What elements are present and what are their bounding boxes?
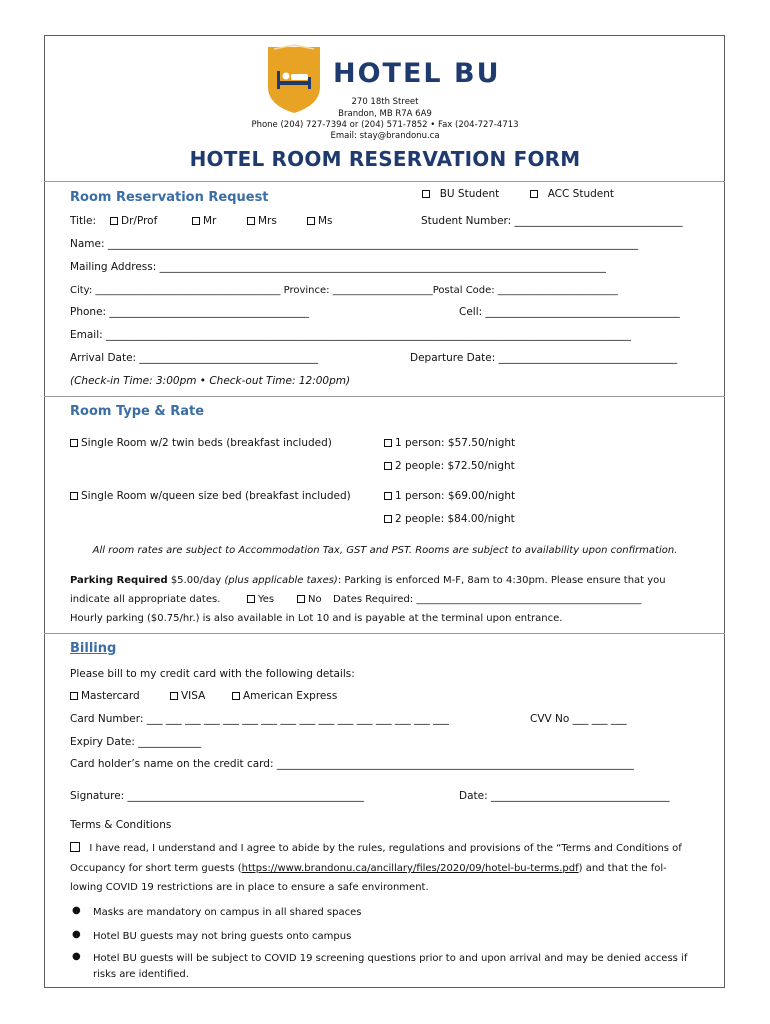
acc-student-label: ACC Student	[547, 188, 615, 200]
terms-link[interactable]: https://www.brandonu.ca/ancillary/files/2020/09/hotel-bu-terms.pdf	[241, 863, 579, 874]
checkbox-icon	[192, 217, 200, 225]
phone-line: Phone (204) 727-7394 or (204) 571-7852 • Fax (204-727-4713	[251, 120, 519, 130]
checkbox-icon	[384, 515, 392, 523]
terms-line-2-start: Occupancy for short term guests (	[70, 863, 242, 874]
checkbox-icon	[384, 492, 392, 500]
parking-line-2: indicate all appropriate dates.	[70, 594, 221, 605]
student-number-field[interactable]: Student Number: ________________________________	[421, 215, 683, 227]
section-billing-title: Billing	[70, 641, 117, 656]
rate-label: 1 person: $69.00/night	[395, 490, 516, 502]
checkbox-icon	[232, 692, 240, 700]
room-queen-2-people-checkbox[interactable]	[384, 513, 515, 526]
checkbox-icon	[110, 217, 118, 225]
name-field[interactable]: Name: _____________________________________________________________________________________________________	[70, 238, 639, 250]
card-number-field[interactable]: Card Number: ___ ___ ___ ___ ___ ___ ___ ___ ___ ___ ___ ___ ___ ___ ___ ___	[70, 713, 449, 725]
acc-student-checkbox[interactable]	[530, 188, 614, 201]
rate-label: 2 people: $72.50/night	[395, 460, 515, 472]
room-queen-checkbox[interactable]	[70, 490, 351, 503]
mastercard-checkbox[interactable]	[70, 690, 140, 703]
brand-name: HOTEL BU	[333, 58, 501, 89]
terms-line-2-end: ) and that the fol-	[578, 863, 667, 874]
section-reservation-title: Room Reservation Request	[70, 190, 269, 205]
bullet-no-guests: Hotel BU guests may not bring guests onto campus	[93, 931, 352, 942]
mailing-address-field[interactable]: Mailing Address: _____________________________________________________________________________________	[70, 261, 606, 273]
parking-no-checkbox[interactable]	[297, 593, 322, 606]
rate-label: 1 person: $57.50/night	[395, 437, 516, 449]
checkbox-icon	[307, 217, 315, 225]
title-option-label: Mr	[203, 215, 217, 227]
bu-student-label: BU Student	[439, 188, 500, 200]
bullet-icon: ●	[72, 951, 81, 962]
address-line-1: 270 18th Street	[351, 97, 419, 107]
bullet-masks: Masks are mandatory on campus in all shared spaces	[93, 907, 362, 918]
departure-date-field[interactable]: Departure Date: __________________________________	[410, 352, 678, 364]
divider	[44, 181, 725, 182]
billing-intro: Please bill to my credit card with the following details:	[70, 668, 355, 680]
bullet-screening-cont: risks are identified.	[93, 969, 189, 980]
no-label: No	[308, 594, 322, 605]
parking-required-label: Parking Required	[70, 575, 168, 586]
checkbox-icon	[384, 462, 392, 470]
title-mr-checkbox[interactable]	[192, 215, 216, 228]
visa-checkbox[interactable]	[170, 690, 205, 703]
section-rates-title: Room Type & Rate	[70, 404, 205, 419]
bu-student-checkbox[interactable]	[422, 188, 499, 201]
room-twin-checkbox[interactable]	[70, 437, 332, 450]
divider	[44, 633, 725, 634]
room-twin-1-person-checkbox[interactable]	[384, 437, 515, 450]
title-option-label: Ms	[318, 215, 333, 227]
rate-label: 2 people: $84.00/night	[395, 513, 515, 525]
checkbox-icon	[247, 217, 255, 225]
form-title: HOTEL ROOM RESERVATION FORM	[189, 147, 581, 171]
cvv-field[interactable]: CVV No ___ ___ ___	[530, 713, 627, 725]
signature-date-field[interactable]: Date: __________________________________	[459, 790, 670, 802]
checkbox-icon	[297, 595, 305, 603]
expiry-date-field[interactable]: Expiry Date: ____________	[70, 736, 202, 748]
yes-label: Yes	[258, 594, 275, 605]
checkbox-icon	[170, 692, 178, 700]
amex-checkbox[interactable]	[232, 690, 337, 703]
checkbox-icon	[247, 595, 255, 603]
phone-field[interactable]: Phone: ______________________________________	[70, 306, 309, 318]
room-twin-label: Single Room w/2 twin beds (breakfast included)	[81, 437, 332, 449]
title-option-label: Dr/Prof	[121, 215, 158, 227]
signature-field[interactable]: Signature: _____________________________________________	[70, 790, 364, 802]
title-ms-checkbox[interactable]	[307, 215, 333, 228]
terms-agree-checkbox[interactable]	[70, 842, 682, 855]
checkbox-icon	[422, 190, 430, 198]
checkbox-icon	[70, 439, 78, 447]
divider	[44, 396, 725, 397]
checkbox-icon	[70, 842, 80, 852]
city-province-postal-field[interactable]: City: _____________________________________ Province: ____________________Postal Code: ________________________	[70, 285, 618, 296]
terms-line-3: lowing COVID 19 restrictions are in place to ensure a safe environment.	[70, 882, 429, 893]
bullet-screening: Hotel BU guests will be subject to COVID 19 screening questions prior to and upon arrival and may be denied access if	[93, 953, 688, 964]
email-line: Email: stay@brandonu.ca	[330, 131, 440, 141]
checkbox-icon	[530, 190, 538, 198]
checkbox-icon	[70, 692, 78, 700]
email-field[interactable]: Email: ____________________________________________________________________________________________________	[70, 329, 632, 341]
room-queen-1-person-checkbox[interactable]	[384, 490, 515, 503]
terms-line-2	[70, 862, 667, 875]
card-label: American Express	[243, 690, 338, 702]
title-label: Title:	[70, 215, 97, 227]
title-option-label: Mrs	[258, 215, 277, 227]
arrival-date-field[interactable]: Arrival Date: __________________________________	[70, 352, 318, 364]
parking-taxes-note: (plus applicable taxes)	[224, 575, 338, 586]
title-dr-prof-checkbox[interactable]	[110, 215, 157, 228]
terms-line-1: I have read, I understand and I agree to abide by the rules, regulations and provisions of the “Terms and Conditions of	[89, 843, 682, 854]
rates-note: All room rates are subject to Accommodation Tax, GST and PST. Rooms are subject to availability upon confirmation.	[92, 545, 678, 556]
dates-required-field[interactable]: Dates Required: _____________________________________________	[333, 594, 642, 605]
card-holder-name-field[interactable]: Card holder’s name on the credit card: ____________________________________________________________________	[70, 758, 634, 770]
room-twin-2-people-checkbox[interactable]	[384, 460, 515, 473]
cell-field[interactable]: Cell: _____________________________________	[459, 306, 680, 318]
parking-price: $5.00/day	[167, 575, 225, 586]
bullet-icon: ●	[72, 929, 81, 940]
checkbox-icon	[384, 439, 392, 447]
room-queen-label: Single Room w/queen size bed (breakfast included)	[81, 490, 351, 502]
checkbox-icon	[70, 492, 78, 500]
card-label: Mastercard	[81, 690, 140, 702]
parking-yes-checkbox[interactable]	[247, 593, 274, 606]
check-in-out-times: (Check-in Time: 3:00pm • Check-out Time: 12:00pm)	[70, 375, 351, 387]
bullet-icon: ●	[72, 905, 81, 916]
title-mrs-checkbox[interactable]	[247, 215, 277, 228]
address-line-2: Brandon, MB R7A 6A9	[338, 109, 432, 119]
parking-line-1	[70, 574, 666, 587]
card-label: VISA	[181, 690, 206, 702]
hourly-parking-text: Hourly parking ($0.75/hr.) is also available in Lot 10 and is payable at the terminal upon entrance.	[70, 613, 563, 624]
terms-title: Terms & Conditions	[70, 819, 172, 831]
parking-enforcement-text: : Parking is enforced M-F, 8am to 4:30pm. Please ensure that you	[337, 575, 666, 586]
